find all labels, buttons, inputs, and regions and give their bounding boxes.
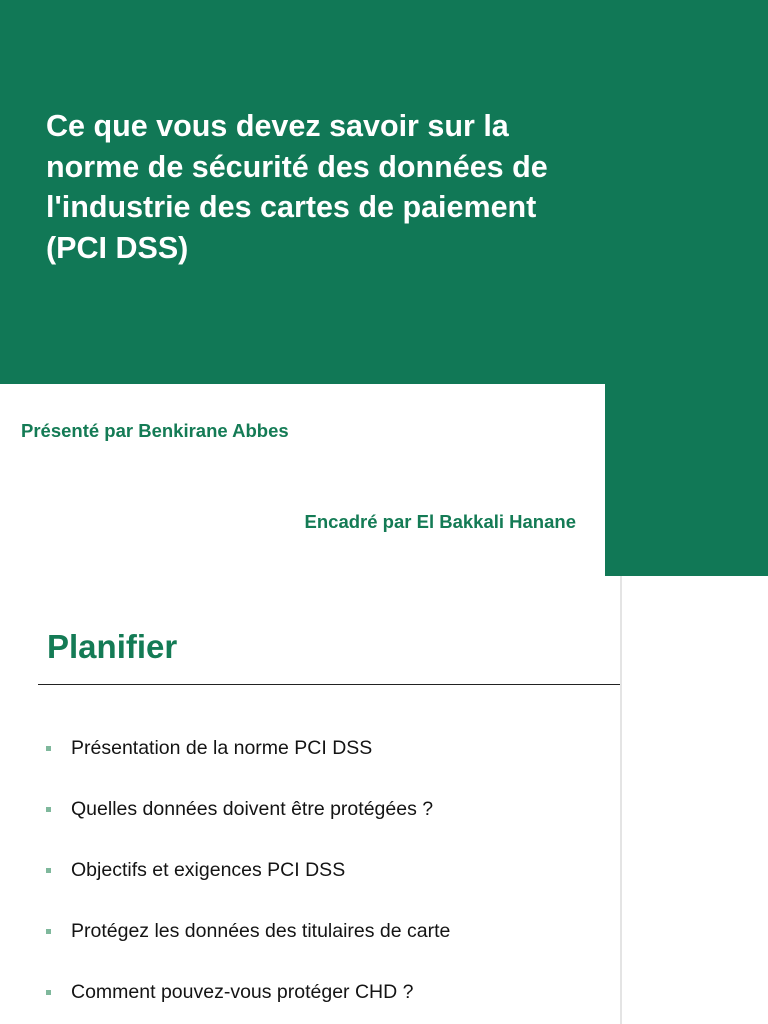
slide-edge [620,576,622,1024]
agenda-item-text: Quelles données doivent être protégées ? [71,798,434,820]
bullet-icon [46,868,51,873]
bullet-icon [46,929,51,934]
accent-block [605,384,768,576]
title-divider [38,684,620,685]
agenda-item-text: Protégez les données des titulaires de carte [71,920,451,942]
agenda-item-text: Objectifs et exigences PCI DSS [71,859,346,881]
bullet-icon [46,746,51,751]
bullet-icon [46,807,51,812]
agenda-title: Planifier [47,628,178,665]
supervisor-label: Encadré par El Bakkali Hanane [304,511,576,532]
slide-title: Ce que vous devez savoir sur la norme de sécurité des données de l'industrie des cartes de paiement (PCI DSS) [46,109,548,265]
agenda-slide [0,576,620,1024]
presenter-label: Présenté par Benkirane Abbes [21,420,289,441]
agenda-item-text: Comment pouvez-vous protéger CHD ? [71,981,414,1003]
agenda-item-text: Présentation de la norme PCI DSS [71,737,373,759]
bullet-icon [46,990,51,995]
